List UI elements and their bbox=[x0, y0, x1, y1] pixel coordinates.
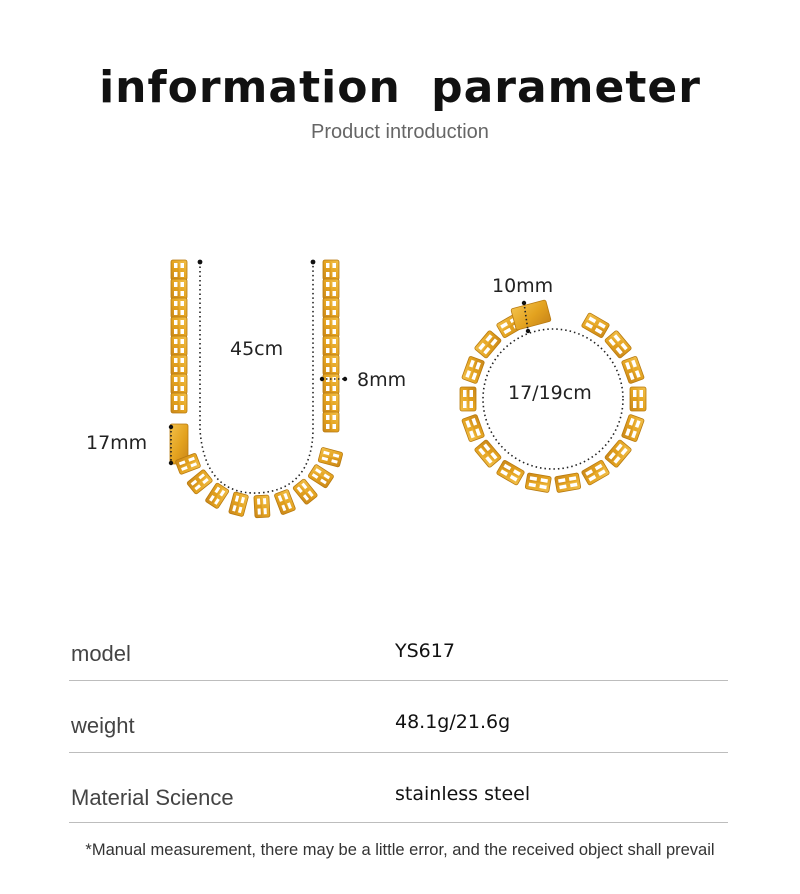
footnote: *Manual measurement, there may be a little error, and the received object shall prevail bbox=[85, 841, 715, 859]
chain-link bbox=[581, 460, 610, 486]
necklace-length-label: 45cm bbox=[230, 338, 284, 360]
necklace-width-dot-left bbox=[320, 377, 324, 381]
necklace-length-start-dot bbox=[198, 260, 203, 265]
bracelet-length-label: 17/19cm bbox=[508, 382, 592, 404]
chain-link bbox=[171, 279, 187, 299]
spec-divider bbox=[69, 680, 728, 681]
chain-link bbox=[604, 439, 632, 468]
chain-link bbox=[186, 469, 213, 495]
chain-link bbox=[323, 279, 339, 299]
chain-link bbox=[308, 464, 335, 489]
chain-link bbox=[171, 260, 187, 280]
spec-divider bbox=[69, 752, 728, 753]
chain-link bbox=[323, 412, 339, 432]
chain-link bbox=[496, 460, 525, 486]
necklace-clasp-label: 17mm bbox=[86, 432, 148, 454]
chain-link bbox=[462, 414, 485, 442]
spec-label-weight: weight bbox=[71, 713, 135, 738]
chain-link bbox=[525, 473, 551, 493]
chain-link bbox=[323, 393, 339, 413]
chain-link bbox=[460, 387, 476, 411]
necklace-clasp-dot-bottom bbox=[169, 461, 173, 465]
chain-link bbox=[171, 393, 187, 413]
chain-link bbox=[323, 260, 339, 280]
necklace-image bbox=[170, 260, 343, 518]
chain-link bbox=[621, 356, 644, 384]
necklace-length-line bbox=[200, 262, 313, 493]
spec-divider bbox=[69, 822, 728, 823]
chain-link bbox=[323, 336, 339, 356]
chain-link bbox=[274, 489, 296, 515]
chain-link bbox=[462, 356, 485, 384]
chain-link bbox=[323, 317, 339, 337]
spec-value-model: YS617 bbox=[395, 640, 455, 662]
chain-link bbox=[171, 298, 187, 318]
spec-label-model: model bbox=[71, 641, 131, 666]
chain-link bbox=[171, 355, 187, 375]
page-subtitle: Product introduction bbox=[311, 121, 489, 143]
chain-link bbox=[323, 298, 339, 318]
chain-link bbox=[323, 374, 339, 394]
bracelet-clasp-dot-top bbox=[522, 301, 526, 305]
chain-link bbox=[228, 492, 248, 517]
chain-link bbox=[292, 478, 318, 505]
bracelet-clasp-dot-bottom bbox=[526, 329, 530, 333]
chain-link bbox=[621, 414, 644, 442]
chain-link bbox=[318, 447, 343, 467]
chain-link bbox=[171, 374, 187, 394]
chain-link bbox=[171, 336, 187, 356]
chain-link bbox=[474, 439, 502, 468]
chain-link bbox=[323, 355, 339, 375]
chain-link bbox=[555, 473, 581, 493]
spec-label-material: Material Science bbox=[71, 785, 234, 810]
spec-value-weight: 48.1g/21.6g bbox=[395, 711, 511, 733]
necklace-length-end-dot bbox=[311, 260, 316, 265]
chain-link bbox=[630, 387, 646, 411]
bracelet-clasp-label: 10mm bbox=[492, 275, 554, 297]
necklace-width-label: 8mm bbox=[357, 369, 407, 391]
bracelet-clasp bbox=[511, 300, 551, 331]
spec-value-material: stainless steel bbox=[395, 783, 531, 805]
page-title: information parameter bbox=[99, 62, 701, 113]
chain-link bbox=[254, 495, 270, 518]
chain-link bbox=[604, 330, 632, 359]
chain-link bbox=[581, 312, 610, 338]
necklace-clasp-dot-top bbox=[169, 425, 173, 429]
chain-link bbox=[171, 317, 187, 337]
chain-link bbox=[474, 330, 502, 359]
chain-link bbox=[205, 482, 230, 509]
necklace-width-dot-right bbox=[343, 377, 347, 381]
